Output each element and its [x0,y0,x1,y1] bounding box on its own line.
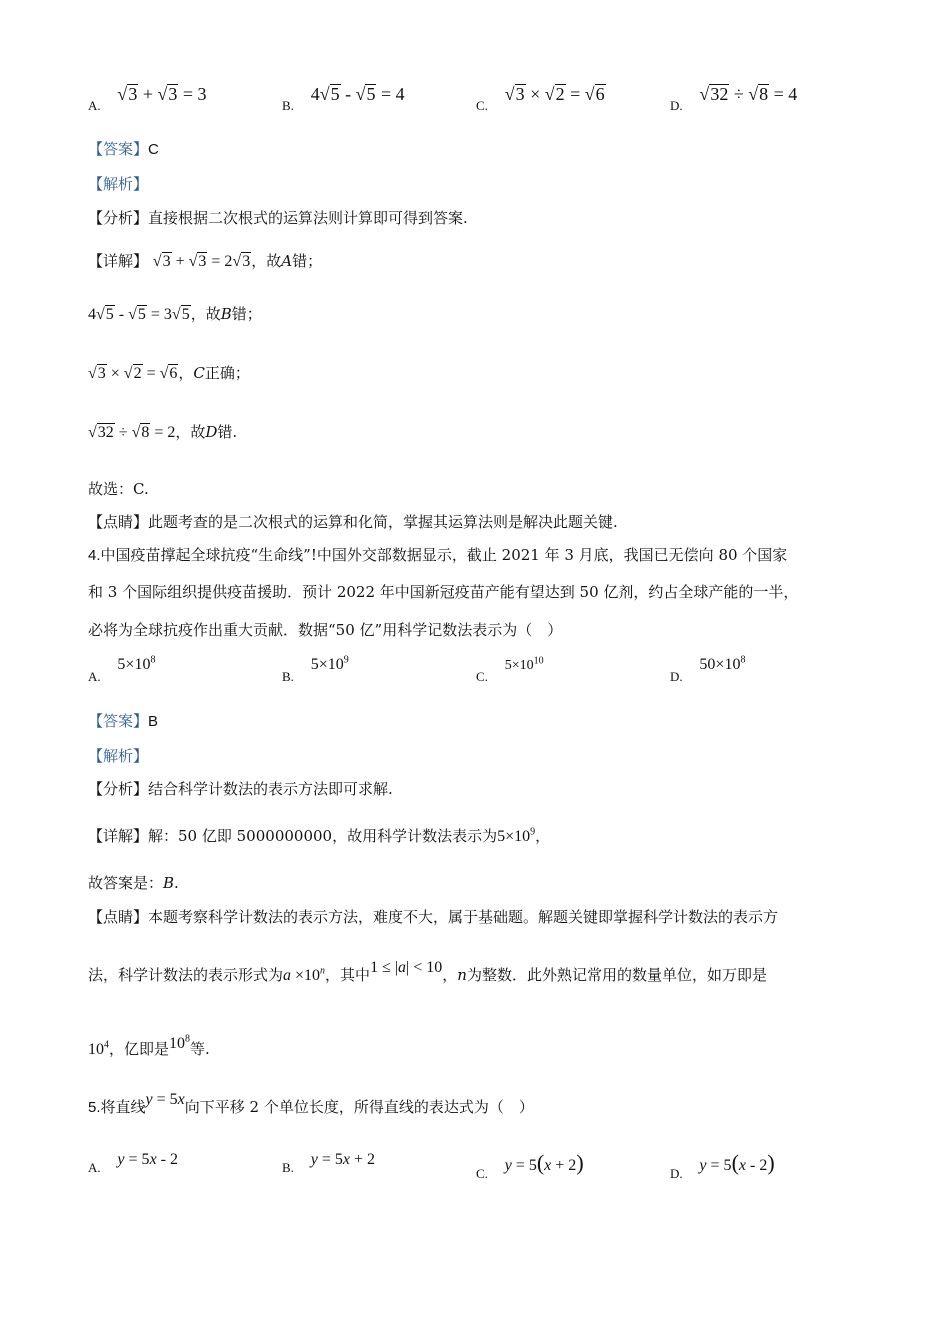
option-expression: √32 ÷ √8 = 4 [699,84,798,104]
xiangjie-text: 解：50 亿即 5000000000，故用科学计数法表示为 [148,827,498,845]
option-letter: C. [476,669,488,684]
option-expression: y = 5x - 2 [117,1151,178,1168]
q4-option-d [670,655,746,685]
detail-expression: √32 ÷ √8 = 2 [88,424,176,441]
sci-exp: 9 [530,826,536,838]
fenxi-tag: 【分析】 [88,780,149,798]
q3-detail-line-3 [88,362,250,383]
q4-dianjing-line-3 [88,1033,210,1059]
detail-var: A [281,252,293,270]
dianjing-text: 此题考查的是二次根式的运算和化简，掌握其运算法则是解决此题关键. [148,513,618,531]
q4-option-c [476,655,544,684]
fenxi-tag: 【分析】 [88,209,149,227]
dianjing-text: 法，科学计数法的表示形式为 [88,966,284,984]
answer-tag: 【答案】 [88,712,149,730]
sci-exp: 8 [150,655,156,666]
q3-detail-line-4 [88,421,237,442]
dianjing-text: ，亿即是 [109,1040,170,1058]
q4-stem-line-2: 和 3 个国际组织提供疫苗援助．预计 2022 年中国新冠疫苗产能有望达到 50 亿剂，约占全球产能的一半， [88,583,799,601]
q4-fenxi [88,778,393,799]
dianjing-text: 等. [190,1040,210,1058]
detail-tail: 错； [292,252,323,270]
q3-option-c [476,84,606,113]
range-expression: 1 ≤ |a| < 10 [370,959,443,976]
option-letter: A. [88,1160,101,1175]
q5-option-c [476,1150,584,1181]
option-expression: y = 5x + 2 [310,1151,375,1168]
option-letter: A. [88,98,101,113]
q4-analysis-tag: 【解析】 [88,747,149,765]
detail-text: ，故 [251,252,282,270]
q3-answer [88,138,159,159]
detail-expression: √3 + √3 = 2√3 [152,253,251,270]
option-expression: $5\times 10^9$ [310,655,349,674]
q4-answer [88,710,158,731]
q3-detail-line-2 [88,303,262,324]
xiangjie-expression: $5\times 10^9$ [497,826,536,845]
dianjing-text: ，其中 [325,966,371,984]
dianjing-tag: 【点睛】 [88,513,149,531]
xiangjie-tag: 【详解】 [88,827,149,845]
q3-option-a [88,84,207,113]
option-letter: D. [670,1166,683,1181]
question-number: 4. [88,547,101,564]
q3-option-d [670,84,798,113]
dianjing-text: ， [442,966,458,984]
dianjing-tag: 【点睛】 [88,908,149,926]
stem-text: 向下平移 2 个单位长度，所得直线的表达式为（ ） [184,1098,534,1116]
detail-text: ，故 [190,305,221,323]
sci-form-expression: $a \times 10^n$ [283,965,326,984]
dianjing-var: n [457,966,467,984]
option-letter: B. [282,1160,294,1175]
fenxi-text: 直接根据二次根式的运算法则计算即可得到答案. [148,209,468,227]
detail-expression: √3 × √2 = √6 [88,365,178,382]
xiangjie-tag: 【详解】 [88,252,149,270]
option-expression: √3 + √3 = 3 [117,84,207,104]
sci-base: 5 [310,656,319,674]
q4-option-b [282,655,349,685]
option-letter: B. [282,669,294,685]
line-expression: y = 5x [145,1091,185,1108]
option-expression: y = 5(x - 2) [699,1150,775,1175]
dianjing-text: 本题考察科学计数法的表示方法，难度不大，属于基础题。解题关键即掌握科学计数法的表示方 [148,908,779,926]
q3-detail-line-1 [88,250,322,271]
answer-value: B [148,713,159,730]
detail-text: ， [178,364,194,382]
option-expression: √3 × √2 = √6 [504,84,605,104]
option-expression: $5\times 10^{10}$ [504,655,544,673]
q5-option-a [88,1150,178,1175]
option-letter: C. [476,98,488,113]
yi-expression: $10^8$ [169,1033,191,1052]
q4-stem-line-1 [88,544,787,565]
option-expression: y = 5(x + 2) [504,1150,584,1175]
answer-tag: 【答案】 [88,140,149,158]
question-number: 5. [88,1099,101,1116]
q3-analysis-tag: 【解析】 [88,175,149,193]
option-expression: $5\times 10^8$ [117,655,156,674]
option-letter: A. [88,669,101,685]
q5-option-d [670,1150,775,1181]
sci-exp: 9 [343,655,349,666]
stem-text: 将直线 [100,1098,146,1116]
dianjing-text: 为整数．此外熟记常用的数量单位，如万即是 [466,966,767,984]
sci-base: 50 [699,656,716,674]
sqrt-3: √3 [117,84,138,104]
q3-option-b [282,84,405,113]
q4-option-a [88,655,156,685]
choose-end: . [174,874,179,892]
detail-var: B [220,305,232,323]
q4-choose [88,872,179,893]
detail-var: C [193,364,205,382]
choose-var: B [163,874,175,892]
detail-tail: 正确； [204,364,250,382]
option-expression: $50\times 10^8$ [699,655,746,674]
option-expression: 4√5 - √5 = 4 [310,84,405,104]
detail-var: D [205,423,218,441]
choose-text: 故答案是： [88,874,164,892]
option-letter: D. [670,98,683,113]
q4-xiangjie [88,825,550,846]
answer-value: C [148,141,159,158]
sci-base: 5 [117,656,126,674]
detail-text: ，故 [175,423,206,441]
q3-fenxi [88,207,468,228]
detail-tail: 错. [217,423,238,441]
sci-base: 5 [504,658,512,673]
q4-stem-line-3: 必将为全球抗疫作出重大贡献．数据“50 亿”用科学记数法表示为（ ） [88,621,563,639]
wan-expression: $10^4$ [88,1039,109,1058]
stem-text: 中国疫苗撑起全球抗疫“生命线”!中国外交部数据显示，截止 2021 年 3 月底，我国已无偿向 80 个国家 [100,546,788,564]
sci-exp: 10 [533,655,544,667]
q3-dianjing [88,511,618,532]
sci-base: 5 [497,828,506,845]
q4-dianjing-line-1 [88,906,778,927]
detail-tail: 错； [231,305,262,323]
sci-exp: 8 [740,655,746,666]
option-letter: B. [282,98,294,113]
xiangjie-end: ， [535,827,551,845]
fenxi-text: 结合科学计数法的表示方法即可求解. [148,780,393,798]
q4-dianjing-line-2 [88,959,767,985]
q5-option-b [282,1150,375,1175]
q5-stem [88,1091,534,1117]
option-letter: C. [476,1166,488,1181]
option-letter: D. [670,669,683,685]
q3-choose: 故选：C. [88,480,149,498]
detail-expression: 4√5 - √5 = 3√5 [88,306,190,323]
